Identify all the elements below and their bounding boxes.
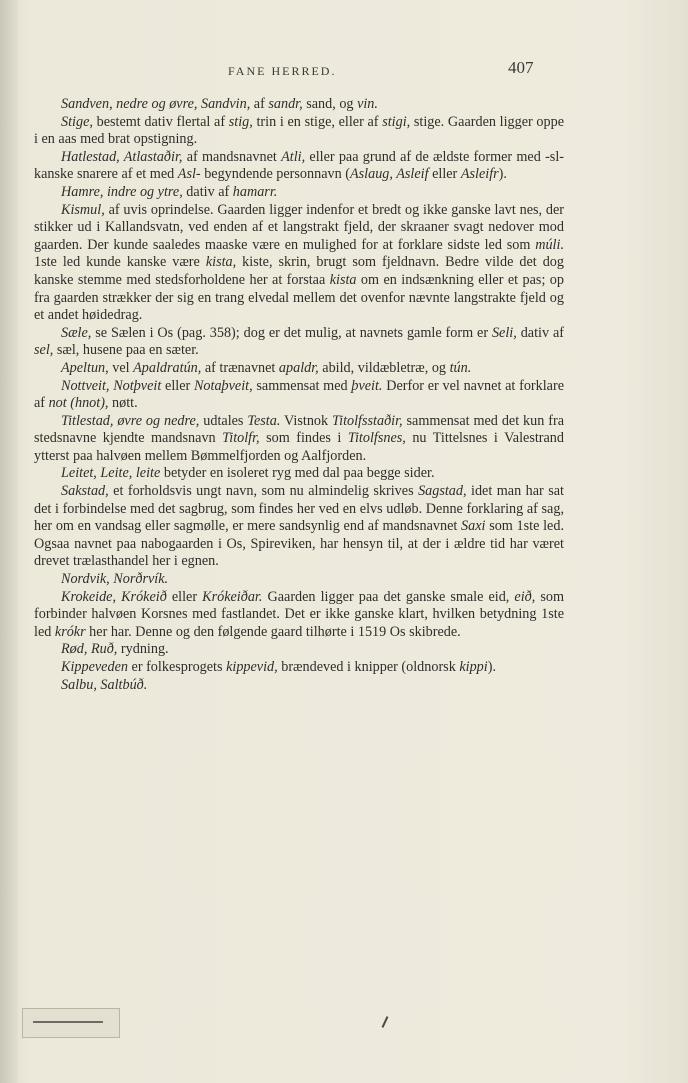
italic-term: hamarr. <box>232 183 278 200</box>
italic-term: Saxi <box>461 518 486 535</box>
entry-text: dativ af <box>182 183 233 200</box>
place-name-entry <box>34 184 564 202</box>
place-name-entry <box>34 149 564 184</box>
place-name-entry <box>34 325 564 360</box>
italic-term: múli. <box>535 236 564 253</box>
italic-term: Sakstad, <box>61 483 109 500</box>
italic-term: vin. <box>357 96 378 112</box>
place-name-entry <box>34 202 564 325</box>
entry-text: bestemt dativ flertal af <box>92 113 229 130</box>
italic-term: Krokeide, Krókeið <box>61 588 167 605</box>
entry-text: sæl, husene paa en sæter. <box>53 342 199 359</box>
running-title: FANE HERRED. <box>228 64 337 78</box>
book-spine-shadow <box>0 0 18 1083</box>
italic-term: Rød, Ruð, <box>61 641 118 658</box>
place-name-entry <box>34 571 564 589</box>
place-name-entry <box>34 483 564 571</box>
entry-text: Gaarden ligger paa det ganske smale eid, <box>262 588 515 605</box>
italic-term: kippi <box>459 659 488 675</box>
place-name-entry <box>34 378 564 413</box>
italic-term: Sandven, nedre og øvre, Sandvin, <box>61 96 251 112</box>
italic-term: sel, <box>34 342 54 359</box>
italic-term: Titolfsstaðir, <box>332 412 403 429</box>
entry-text: som forbinder halvøen Korsnes med fastlandet. Det er ikke ganske klart, hvilken betydning 1ste led <box>34 588 565 640</box>
italic-term: not (hnot), <box>48 395 109 412</box>
italic-term: Krókeiðar. <box>202 588 263 605</box>
italic-term: Sagstad, <box>418 483 467 500</box>
italic-term: apaldr, <box>278 359 319 376</box>
italic-term: stig, <box>228 113 253 130</box>
entry-text: brændeved i knipper (oldnorsk <box>277 659 460 675</box>
italic-term: krókr <box>54 623 86 640</box>
pen-mark <box>382 1016 389 1028</box>
place-name-entry <box>34 589 564 642</box>
entry-text: idet man har sat det i forbindelse med det sagbrug, som findes her ved en elvs udløb. Denne forklaring af sag, her om en vandsag eller sagmølle, er mere sandsynlig end af mandsnavnet <box>34 483 565 535</box>
italic-term: Titolfr, <box>222 430 260 447</box>
italic-term: Hamre, indre og ytre, <box>61 183 183 200</box>
entry-text: som 1ste led. Ogsaa navnet paa nabogaarden i Os, Spireviken, har hensyn til, at der i ældre tid har været drevet trælasthandel her i egnen. <box>34 518 564 570</box>
italic-term: þveit. <box>351 377 383 394</box>
italic-term: kista, <box>205 254 237 271</box>
entry-text: Derfor er vel navnet at forklare af <box>34 377 564 412</box>
entry-text: 1ste led kunde kanske være <box>34 254 206 271</box>
italic-term: Asleifr <box>460 166 499 183</box>
place-name-entry <box>34 413 564 466</box>
entry-text: se Sælen i Os (pag. 358); dog er det mulig, at navnets gamle form er <box>91 324 492 341</box>
place-name-entry <box>34 465 564 483</box>
italic-term: Salbu, Saltbúð. <box>61 676 148 693</box>
entry-text: eller paa grund af de ældste former med -sl- kanske snarere af et med <box>34 148 564 183</box>
body-text <box>34 96 564 694</box>
entry-text: af trænavnet <box>201 359 279 376</box>
place-name-entry <box>34 659 564 677</box>
entry-text: eller <box>166 588 203 605</box>
italic-term: tún. <box>449 359 472 376</box>
entry-text: ). <box>487 659 496 675</box>
italic-term: Apaldratún, <box>133 359 202 376</box>
entry-text: eller <box>428 166 461 183</box>
italic-term: kippevid, <box>226 659 278 675</box>
page-header <box>0 58 688 82</box>
italic-term: kista <box>329 271 357 288</box>
italic-term: eið, <box>514 588 536 605</box>
italic-term: Nordvik, Norðrvík. <box>61 571 169 588</box>
entry-text: af mandsnavnet <box>182 148 282 165</box>
italic-term: Titolfsnes, <box>347 430 406 447</box>
place-name-entry <box>34 641 564 659</box>
entry-text: af <box>250 96 269 112</box>
entry-text: trin i en stige, eller af <box>252 113 383 130</box>
italic-term: Aslaug, Asleif <box>349 166 429 183</box>
page-number: 407 <box>508 58 534 77</box>
entry-text: rydning. <box>117 641 169 658</box>
entry-text: af uvis oprindelse. Gaarden ligger indenfor et bredt og ikke ganske lavt nes, der stikker ud i Kallandsvatn, ved enden af et langstrakt fjeld, der skraaner svagt nedover mod gaarden. Der kunde saaledes maaske være en mulighed for at forklare sidste led som <box>34 201 564 253</box>
entry-text: begyndende personnavn ( <box>200 166 350 183</box>
entry-text: dativ af <box>516 324 564 341</box>
italic-term: Seli, <box>491 324 517 341</box>
entry-text: er folkesprogets <box>127 659 227 675</box>
entry-text: stige. Gaarden ligger oppe i en aas med brat opstigning. <box>34 113 565 148</box>
entry-text: om en indsænkning eller et pas; op fra gaarden strækker der sig en trang elvedal mellem det ovenfor nævnte langstrakte fjeld og et andet høidedrag. <box>34 271 564 324</box>
entry-text: udtales <box>199 412 248 429</box>
entry-text: sammensat med <box>252 377 352 394</box>
italic-term: Asl- <box>177 166 201 183</box>
entry-text: her har. Denne og den følgende gaard tilhørte i 1519 Os skibrede. <box>85 623 461 640</box>
place-name-entry <box>34 114 564 149</box>
italic-term: Atli, <box>281 148 306 165</box>
entry-text: som findes i <box>259 430 348 447</box>
entry-text: Vistnok <box>280 412 333 429</box>
entry-text: betyder en isoleret ryg med dal paa begge sider. <box>160 465 435 482</box>
italic-term: Kismul, <box>61 201 105 218</box>
italic-term: Stige, <box>61 113 93 130</box>
place-name-entry <box>34 677 564 695</box>
italic-term: stigi, <box>382 113 411 130</box>
entry-text: sammensat med det kun fra stedsnavne kjendte mandsnavn <box>34 412 564 447</box>
place-name-entry <box>34 360 564 378</box>
entry-text: et forholdsvis ungt navn, som nu almindelig skrives <box>108 483 419 500</box>
archival-clip-mark <box>22 1008 120 1038</box>
italic-term: Sæle, <box>61 324 92 341</box>
entry-text: sand, og <box>302 96 358 112</box>
entry-text: vel <box>108 359 134 376</box>
italic-term: Leitet, Leite, leite <box>61 465 161 482</box>
italic-term: Nottveit, Notþveit <box>61 377 162 394</box>
italic-term: sandr, <box>268 96 303 112</box>
entry-text: kiste, skrin, brugt som fjeldnavn. Bedre vilde det dog kanske stemme med stedsforholdene her at forstaa <box>34 254 564 288</box>
italic-term: Titlestad, øvre og nedre, <box>61 412 200 429</box>
italic-term: Apeltun, <box>61 359 109 376</box>
entry-text: nøtt. <box>108 395 138 412</box>
entry-text: ). <box>498 166 507 183</box>
italic-term: Testa. <box>247 412 281 429</box>
italic-term: Kippeveden <box>61 659 128 675</box>
italic-term: Notaþveit, <box>193 377 253 394</box>
entry-text: eller <box>161 377 194 394</box>
entry-text: abild, vildæbletræ, og <box>318 359 450 376</box>
place-name-entry <box>34 96 564 114</box>
entry-text: nu Tittelsnes i Valestrand ytterst paa halvøen mellem Bømmelfjorden og Aalfjorden. <box>34 430 564 464</box>
italic-term: Hatlestad, Atlastaðir, <box>61 148 183 165</box>
